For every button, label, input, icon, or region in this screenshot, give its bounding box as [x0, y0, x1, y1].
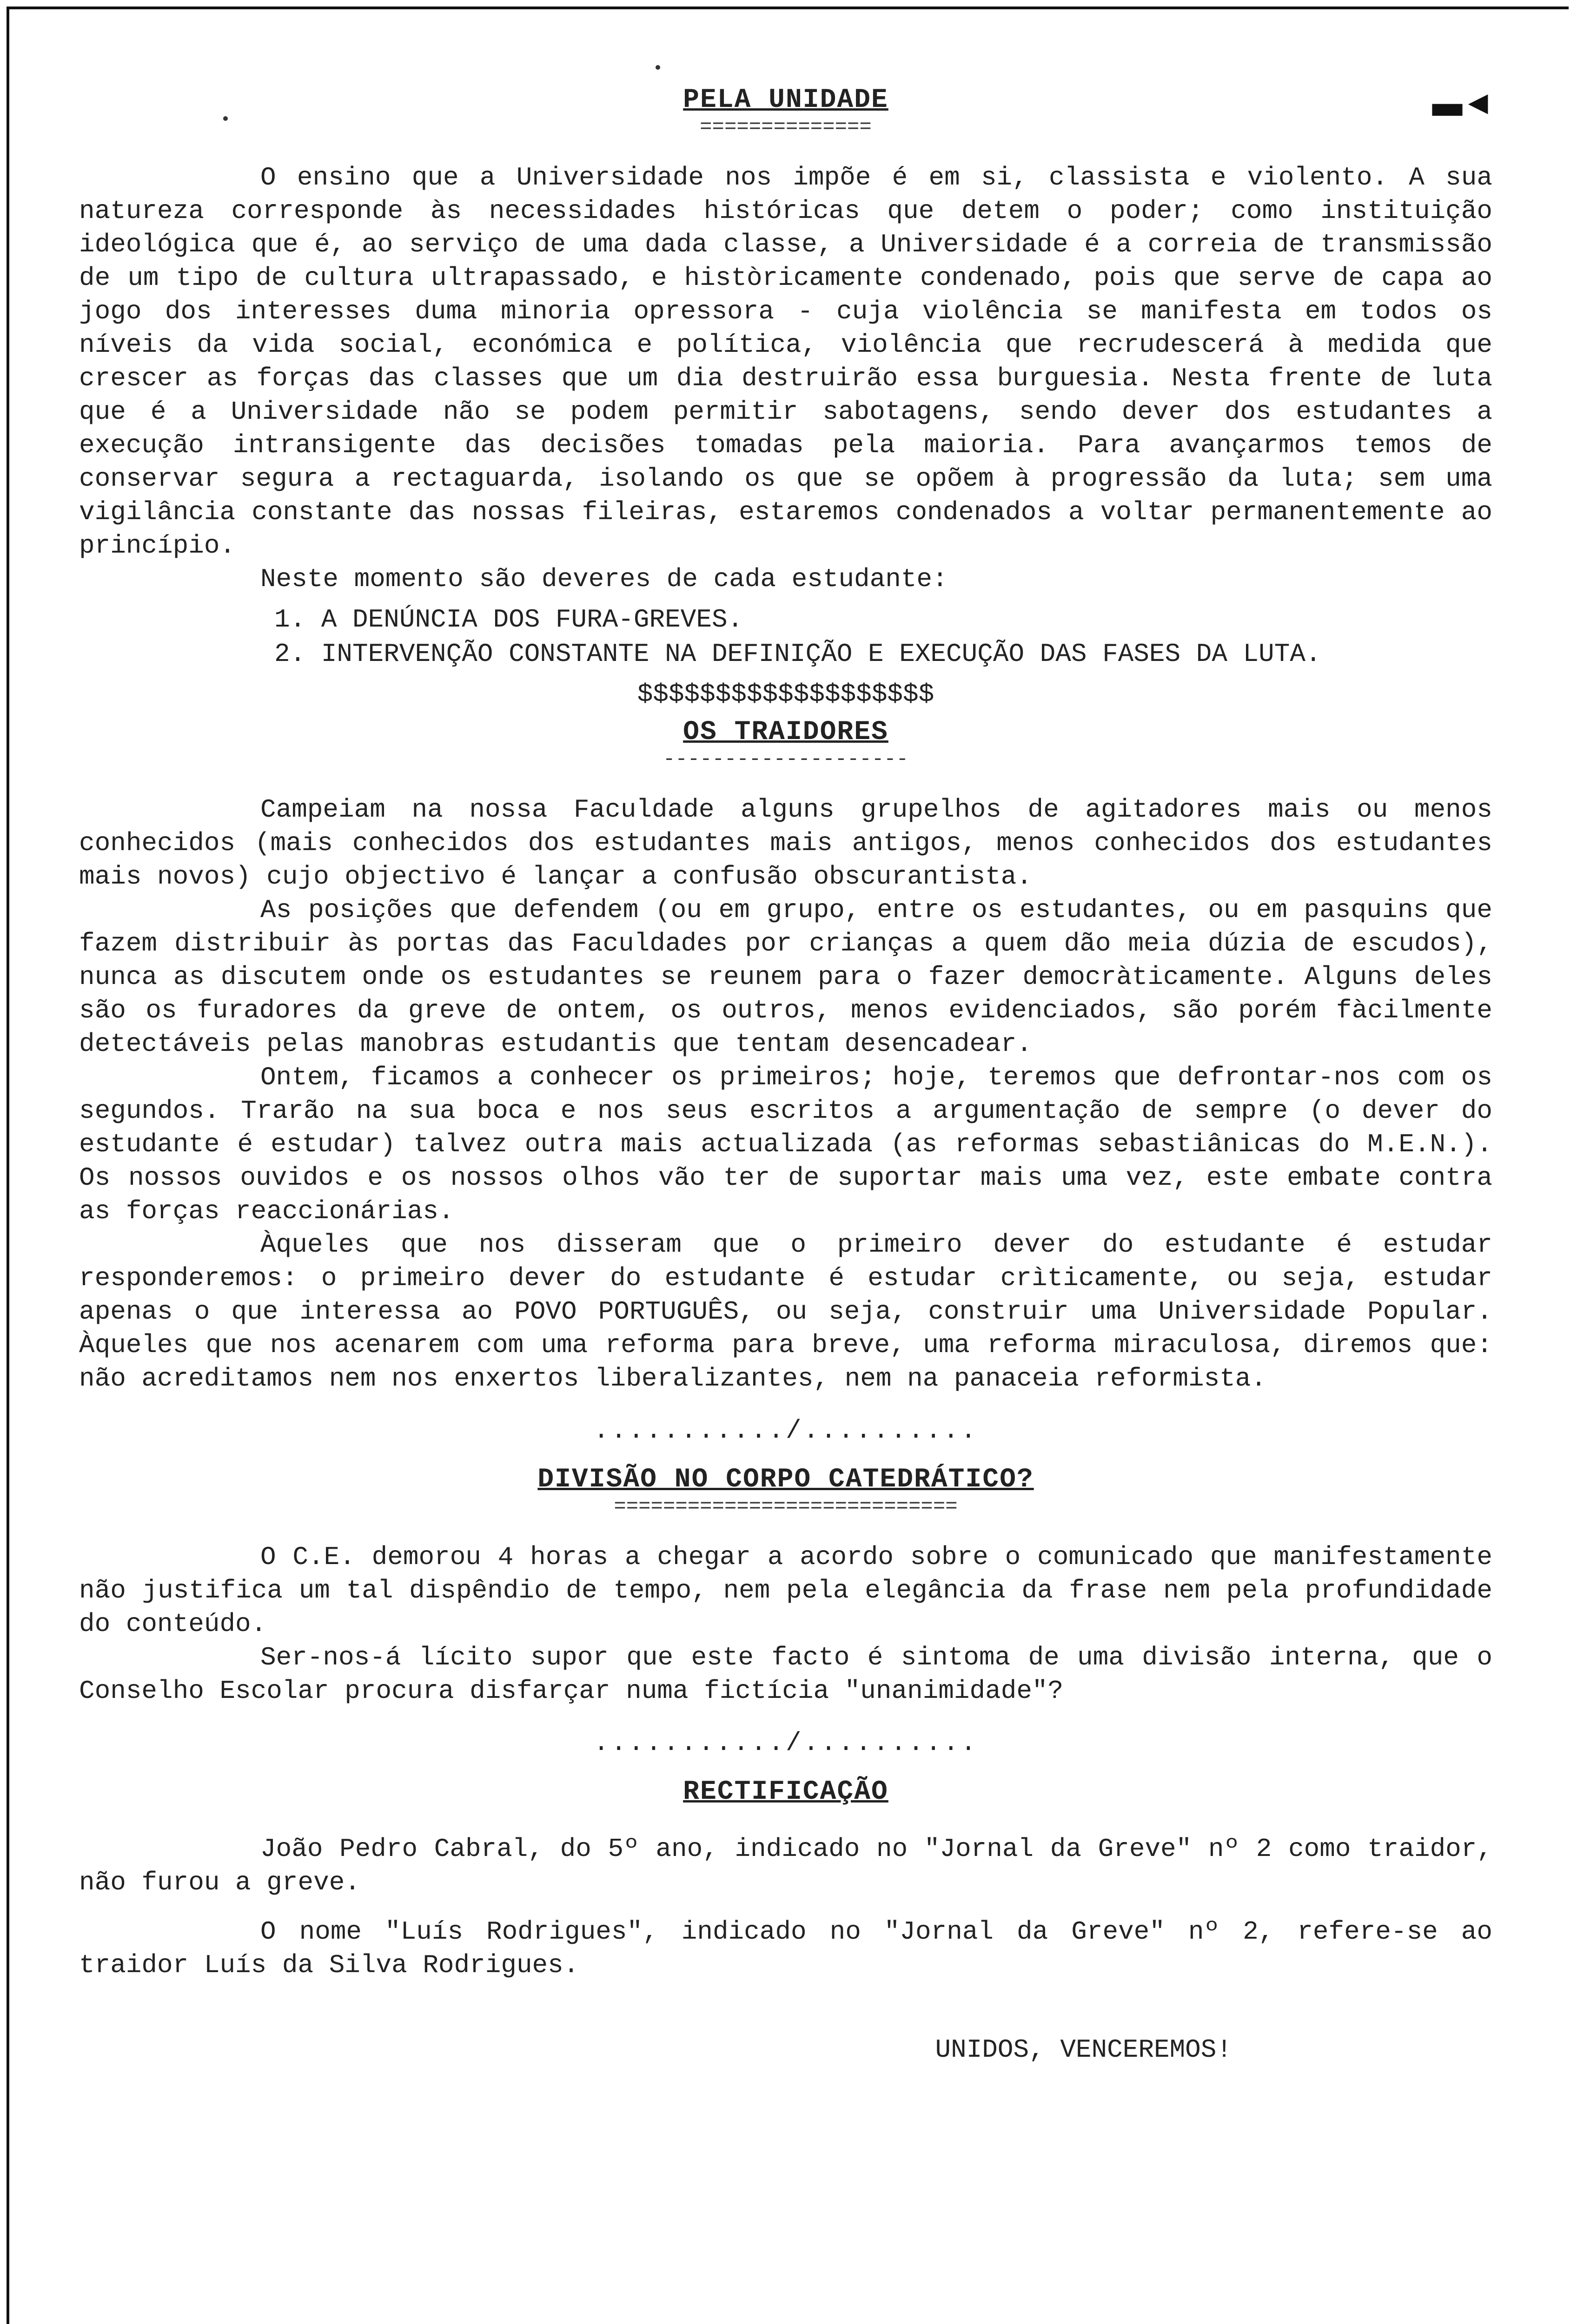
title-pela-unidade: PELA UNIDADE	[683, 85, 888, 115]
paragraph-campeiam: Campeiam na nossa Faculdade alguns grupelhos de agitadores mais ou menos conhecidos (mais conhecidos dos estudantes mais antigos, menos conhecidos dos estudantes mais novos) cujo objectivo é lançar a confusão obscurantista.	[79, 795, 1492, 891]
paragraph-ce: O C.E. demorou 4 horas a chegar a acordo sobre o comunicado que manifestamente não justifica um tal dispêndio de tempo, nem pela elegância da frase nem pela profundidade do conteúdo.	[79, 1542, 1492, 1639]
paragraph-joao-pedro: João Pedro Cabral, do 5º ano, indicado no "Jornal da Greve" nº 2 como traidor, não furou a greve.	[79, 1834, 1492, 1897]
dot-separator: .........../..........	[593, 1416, 978, 1446]
duties-list	[274, 602, 1492, 671]
speck-mark	[656, 65, 660, 70]
dollar-separator: $$$$$$$$$$$$$$$$$$$	[637, 680, 934, 709]
duty-item: 1. A DENÚNCIA DOS FURA-GREVES.	[274, 605, 743, 634]
document-page	[7, 7, 1569, 2324]
document-body	[79, 84, 1492, 2067]
pen-mark-icon: ▬◂	[1432, 75, 1494, 133]
dot-separator: .........../..........	[593, 1728, 978, 1758]
paragraph-licito: Ser-nos-á lícito supor que este facto é sintoma de uma divisão interna, que o Conselho Escolar procura disfarçar numa fictícia "unanimidade"?	[79, 1643, 1492, 1706]
paragraph-ensino: O ensino que a Universidade nos impõe é em si, classista e violento. A sua natureza corresponde às necessidades históricas que detem o poder; como instituição ideológica que é, ao serviço de uma dada classe, a Universidade é a correia de transmissão de um tipo de cultura ultrapassado, e històricamente condenado, pois que serve de capa ao jogo dos interesses duma minoria opressora - cuja violência se manifesta em todos os níveis da vida social, económica e política, violência que recrudescerá à medida que crescer as forças das classes que um dia destruirão essa burguesia. Nesta frente de luta que é a Universidade não se podem permitir sabotagens, sendo dever dos estudantes a execução intransigente das decisões tomadas pela maioria. Para avançarmos temos de conservar segura a rectaguarda, isolando os que se opõem à progressão da luta; sem uma vigilância constante das nossas fileiras, estaremos condenados a voltar permanentemente ao princípio.	[79, 163, 1492, 561]
title-underline: ==============	[700, 117, 872, 138]
title-underline: ============================	[614, 1497, 958, 1517]
paragraph-luis-rodrigues: O nome "Luís Rodrigues", indicado no "Jornal da Greve" nº 2, refere-se ao traidor Luís da Silva Rodrigues.	[79, 1917, 1492, 1980]
title-underline: --------------------	[663, 749, 909, 770]
title-divisao: DIVISÃO NO CORPO CATEDRÁTICO?	[537, 1465, 1034, 1495]
title-rectificacao: RECTIFICAÇÃO	[683, 1777, 888, 1807]
closing-slogan: UNIDOS, VENCEREMOS!	[935, 2035, 1232, 2065]
duty-item: 2. INTERVENÇÃO CONSTANTE NA DEFINIÇÃO E EXECUÇÃO DAS FASES DA LUTA.	[274, 639, 1321, 669]
paragraph-posicoes: As posições que defendem (ou em grupo, entre os estudantes, ou em pasquins que fazem distribuir às portas das Faculdades por crianças a quem dão meia dúzia de escudos), nunca as discutem onde os estudantes se reunem para o fazer democràticamente. Alguns deles são os furadores da greve de ontem, os outros, menos evidenciados, são porém fàcilmente detectáveis pelas manobras estudantis que tentam desencadear.	[79, 895, 1492, 1059]
paragraph-aqueles: Àqueles que nos disseram que o primeiro dever do estudante é estudar responderemos: o primeiro dever do estudante é estudar crìticamente, ou seja, estudar apenas o que interessa ao POVO PORTUGUÊS, ou seja, construir uma Universidade Popular. Àqueles que nos acenarem com uma reforma para breve, uma reforma miraculosa, diremos que: não acreditamos nem nos enxertos liberalizantes, nem na panaceia reformista.	[79, 1230, 1492, 1393]
title-os-traidores: OS TRAIDORES	[683, 717, 888, 747]
paragraph-ontem: Ontem, ficamos a conhecer os primeiros; hoje, teremos que defrontar-nos com os segundos. Trarão na sua boca e nos seus escritos a argumentação de sempre (o dever do estudante é estudar) talvez outra mais actualizada (as reformas sebastiânicas do M.E.N.). Os nossos ouvidos e os nossos olhos vão ter de suportar mais uma vez, este embate contra as forças reaccionárias.	[79, 1063, 1492, 1226]
duties-intro: Neste momento são deveres de cada estudante:	[260, 564, 948, 594]
